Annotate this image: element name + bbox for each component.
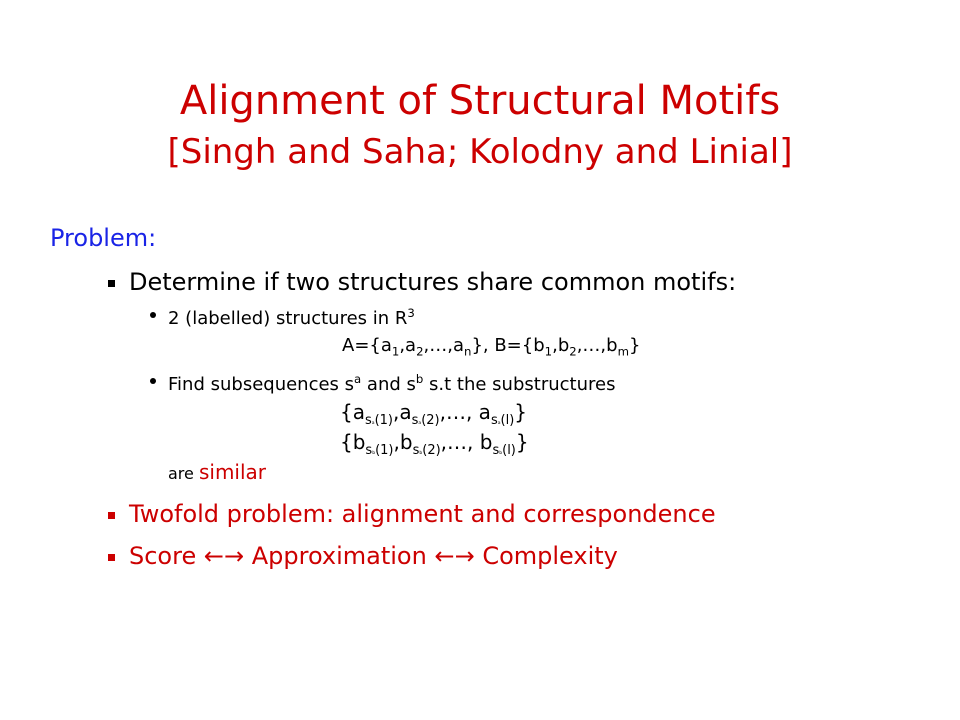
problem-label: Problem: [50, 224, 157, 252]
formula-substructure-b: {$b_{sb(1)},b_{sb(2)},\dots$, $b_{sb(l)}$} [340, 430, 529, 458]
bullet-square-icon [108, 554, 115, 561]
are-similar-line [168, 460, 266, 484]
formula-substructure-a: {$a_{sa(1)},a_{sa(2)},\dots$, $a_{sa(l)}$} [340, 400, 528, 428]
bullet-determine-text: Determine if two structures share common motifs: [129, 268, 737, 296]
slide-subtitle-citation: [Singh and Saha; Kolodny and Linial] [167, 132, 793, 172]
sa-superscript: a [354, 372, 362, 386]
double-arrow-icon: ←→ [434, 542, 475, 570]
bullet-square-icon [108, 280, 115, 287]
subsequences-text-mid: and s [361, 374, 416, 395]
complexity-text: Complexity [482, 542, 618, 570]
double-arrow-icon: ←→ [203, 542, 245, 570]
sub-bullet-structures-text: 2 (labelled) structures in R [168, 308, 408, 329]
score-text: Score [129, 542, 197, 570]
bullet-dot-icon [150, 378, 156, 384]
bullet-determine [108, 268, 736, 296]
similar-text: similar [198, 460, 267, 484]
sub-bullet-structures [150, 306, 415, 329]
bullet-twofold [108, 500, 716, 528]
bullet-dot-icon [150, 312, 156, 318]
are-text: are [168, 464, 194, 483]
sb-superscript: b [415, 372, 424, 386]
bullet-twofold-text: Twofold problem: alignment and correspondence [129, 500, 716, 528]
approximation-text: Approximation [251, 542, 427, 570]
formula-structures-AB: $A=\{a_1,a_2,\dots,a_n\}$, $B=\{b_1,b_2,\dots,b_m\}$ [342, 335, 641, 359]
sub-bullet-subsequences [150, 372, 615, 395]
subsequences-text-pre: Find subsequences s [168, 374, 355, 395]
r3-exponent: 3 [407, 306, 415, 320]
subsequences-text-post: s.t the substructures [423, 374, 616, 395]
slide-title: Alignment of Structural Motifs [179, 78, 781, 124]
bullet-score [108, 542, 618, 570]
bullet-square-icon [108, 512, 115, 519]
